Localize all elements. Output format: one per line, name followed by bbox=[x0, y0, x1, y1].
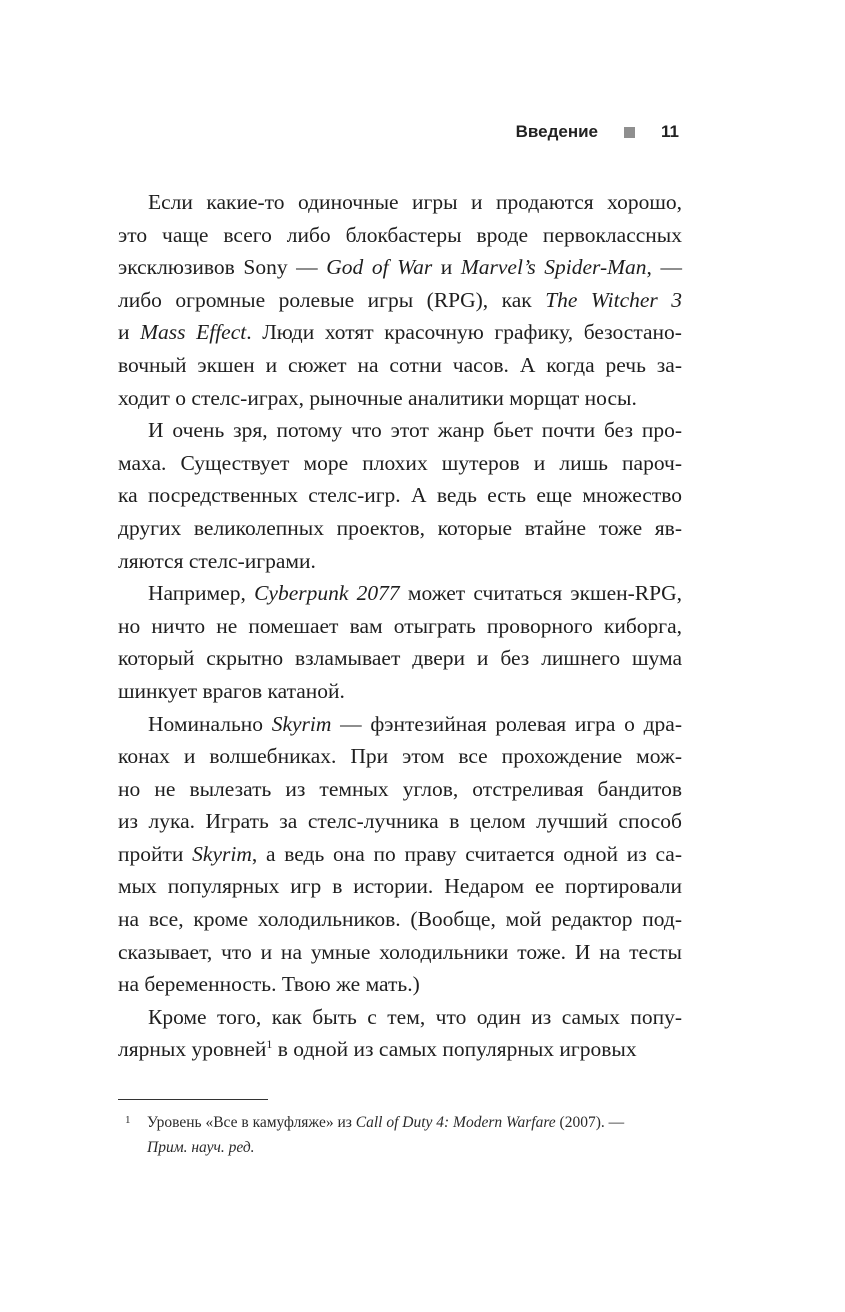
section-title: Введение bbox=[515, 122, 599, 141]
text-run: Номинально bbox=[148, 711, 272, 736]
text-line bbox=[118, 186, 682, 219]
italic-title: Marvel’s Spider-Man bbox=[460, 255, 647, 280]
page-number: 11 bbox=[661, 122, 679, 141]
text-line bbox=[118, 740, 682, 773]
footnote-line bbox=[118, 1110, 688, 1135]
text-run: в одной из самых популярных игровых bbox=[272, 1037, 637, 1062]
text-line bbox=[118, 316, 682, 349]
text-line bbox=[118, 447, 682, 480]
text-run: — фэнтезийная ролевая игра о дра- bbox=[331, 711, 682, 736]
text-line bbox=[118, 512, 682, 545]
text-run: либо огромные ролевые игры (RPG), как bbox=[118, 287, 546, 312]
text-line bbox=[118, 773, 682, 806]
body-text bbox=[118, 186, 682, 1066]
italic-title: Cyberpunk 2077 bbox=[254, 581, 400, 606]
text-run: И очень зря, потому что этот жанр бьет почти без про- bbox=[148, 418, 682, 443]
text-run: других великолепных проектов, которые втайне тоже яв- bbox=[118, 515, 682, 540]
text-line bbox=[118, 1001, 682, 1034]
text-line bbox=[118, 610, 682, 643]
text-run: (2007). — bbox=[555, 1114, 625, 1131]
footnote-text bbox=[118, 1110, 688, 1160]
paragraph bbox=[118, 708, 682, 1001]
text-line bbox=[118, 349, 682, 382]
footnote-divider bbox=[118, 1099, 268, 1100]
text-run: и bbox=[118, 320, 141, 345]
text-run: пройти bbox=[118, 841, 193, 866]
text-line bbox=[118, 968, 682, 1001]
footnote-number: 1 bbox=[125, 1114, 131, 1126]
text-run: из лука. Играть за стелс-лучника в целом лучший способ bbox=[118, 809, 682, 834]
text-line bbox=[118, 545, 682, 578]
text-run: может считаться экшен-RPG, bbox=[399, 581, 682, 606]
text-run: Если какие-то одиночные игры и продаются хорошо, bbox=[148, 190, 682, 214]
footnote-ref: 1 bbox=[266, 1037, 273, 1052]
text-line bbox=[118, 219, 682, 252]
footnote-line bbox=[118, 1135, 688, 1160]
text-line bbox=[118, 479, 682, 512]
text-run: вочный экшен и сюжет на сотни часов. А когда речь за- bbox=[118, 352, 682, 377]
square-separator-icon bbox=[624, 127, 635, 138]
text-line bbox=[118, 642, 682, 675]
italic-title: The Witcher 3 bbox=[545, 287, 682, 312]
text-run: лярных уровней bbox=[118, 1037, 267, 1062]
italic-title: Прим. науч. ред. bbox=[147, 1139, 255, 1156]
text-run: , — bbox=[646, 255, 682, 280]
text-line bbox=[118, 284, 682, 317]
paragraph bbox=[118, 186, 682, 414]
text-run: на все, кроме холодильников. (Вообще, мой редактор под- bbox=[118, 907, 682, 932]
paragraph bbox=[118, 414, 682, 577]
text-run: . Люди хотят красочную графику, безостано- bbox=[246, 320, 682, 345]
text-run: Уровень «Все в камуфляже» из bbox=[147, 1114, 356, 1131]
text-run: ляются стелс-играми. bbox=[118, 548, 316, 573]
italic-title: Mass Effect bbox=[140, 320, 247, 345]
text-run: это чаще всего либо блокбастеры вроде первоклассных bbox=[118, 222, 682, 247]
italic-title: Skyrim bbox=[192, 841, 252, 866]
running-head bbox=[516, 120, 679, 144]
text-run: Кроме того, как быть с тем, что один из самых попу- bbox=[148, 1004, 682, 1029]
text-run: ходит о стелс-играх, рыночные аналитики морщат носы. bbox=[118, 385, 637, 410]
text-line bbox=[118, 675, 682, 708]
text-line bbox=[118, 936, 682, 969]
text-run: и bbox=[432, 255, 461, 280]
text-line bbox=[118, 805, 682, 838]
text-run: на беременность. Твою же мать.) bbox=[118, 972, 420, 997]
text-line bbox=[118, 577, 682, 610]
text-line bbox=[118, 903, 682, 936]
text-line bbox=[118, 382, 682, 415]
text-line bbox=[118, 414, 682, 447]
text-run: маха. Существует море плохих шутеров и лишь пароч- bbox=[118, 450, 682, 475]
text-line bbox=[118, 838, 682, 871]
paragraph bbox=[118, 1001, 682, 1066]
italic-title: God of War bbox=[326, 255, 433, 280]
text-run: но не вылезать из темных углов, отстреливая бандитов bbox=[118, 776, 682, 801]
text-run: сказывает, что и на умные холодильники тоже. И на тесты bbox=[118, 939, 682, 964]
text-run: который скрытно взламывает двери и без лишнего шума bbox=[118, 646, 682, 671]
text-run: , а ведь она по праву считается одной из са- bbox=[251, 841, 682, 866]
text-line bbox=[118, 251, 682, 284]
text-run: но ничто не помешает вам отыграть проворного киборга, bbox=[118, 613, 682, 638]
footnote bbox=[118, 1110, 688, 1160]
text-line bbox=[118, 870, 682, 903]
paragraph bbox=[118, 577, 682, 707]
text-line bbox=[118, 708, 682, 741]
text-run: эксклюзивов Sony — bbox=[118, 255, 327, 280]
italic-title: Call of Duty 4: Modern Warfare bbox=[355, 1114, 556, 1131]
text-run: ка посредственных стелс-игр. А ведь есть еще множество bbox=[118, 483, 682, 508]
text-line bbox=[118, 1033, 682, 1066]
text-run: Например, bbox=[148, 581, 255, 606]
text-run: шинкует врагов катаной. bbox=[118, 678, 345, 703]
text-run: конах и волшебниках. При этом все прохождение мож- bbox=[118, 744, 682, 769]
text-run: мых популярных игр в истории. Недаром ее портировали bbox=[118, 874, 682, 899]
italic-title: Skyrim bbox=[271, 711, 332, 736]
